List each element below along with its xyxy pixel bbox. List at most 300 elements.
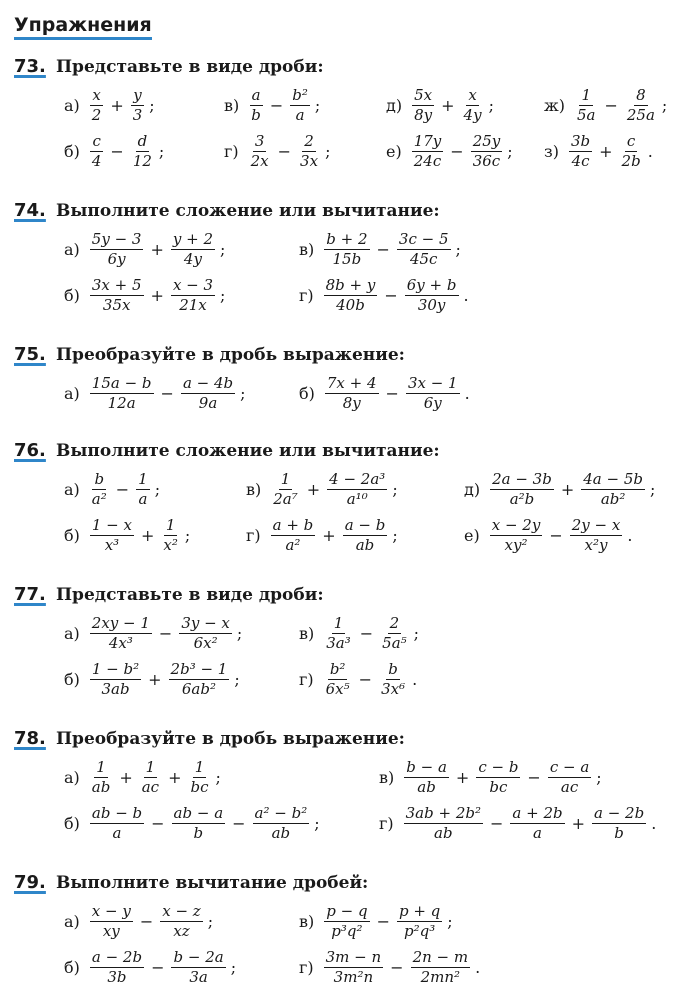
fraction [169, 660, 230, 699]
exercise-item [464, 512, 632, 558]
fraction [90, 948, 144, 987]
exercise-item [379, 800, 656, 846]
fraction [490, 470, 554, 509]
exercise-number: 74. [14, 200, 46, 221]
operator: − [549, 525, 563, 545]
item-label: ж) [544, 95, 565, 115]
punctuation: ; [392, 479, 398, 499]
denominator: x³ [104, 535, 120, 554]
punctuation: ; [413, 623, 420, 643]
exercise-header [14, 584, 694, 610]
exercise-item [64, 800, 320, 846]
denominator: 4y [463, 105, 482, 124]
exercise-item [64, 656, 240, 702]
denominator: bc [190, 777, 209, 796]
exercise-item [64, 272, 225, 318]
exercise-number: 78. [14, 728, 46, 749]
fraction [620, 132, 643, 171]
punctuation: ; [215, 767, 221, 787]
punctuation: . [412, 669, 418, 689]
operator: − [604, 95, 618, 115]
numerator: 3b [570, 131, 591, 150]
denominator: 40b [336, 295, 365, 314]
denominator: ac [141, 777, 160, 796]
numerator: 2 [389, 613, 400, 632]
denominator: 2x [250, 151, 269, 170]
numerator: 1 [581, 85, 591, 104]
operator: + [150, 285, 164, 305]
denominator: a [295, 105, 305, 124]
numerator: p + q [398, 901, 441, 920]
denominator: 3x [300, 151, 319, 170]
numerator: d [137, 131, 148, 150]
fraction [172, 804, 226, 843]
denominator: 3a³ [326, 633, 351, 652]
denominator: 30y [417, 295, 446, 314]
operator: − [160, 383, 174, 403]
denominator: a²b [509, 489, 535, 508]
punctuation: . [651, 813, 657, 833]
fraction [160, 902, 202, 941]
exercise-row [14, 898, 694, 944]
fraction [343, 516, 388, 555]
numerator: x − 3 [172, 275, 214, 294]
numerator: a − 2b [594, 803, 645, 822]
exercise-row [14, 800, 694, 846]
denominator: 3m²n [333, 967, 374, 986]
fraction [90, 374, 154, 413]
fraction [161, 516, 179, 555]
item-label: в) [246, 479, 262, 499]
fraction [324, 660, 352, 699]
fraction [136, 470, 150, 509]
numerator: a + b [272, 515, 314, 534]
exercise-header [14, 440, 694, 466]
exercise-title: Преобразуйте в дробь выражение: [56, 345, 405, 365]
punctuation: ; [220, 285, 226, 305]
exercise-row [14, 82, 694, 128]
punctuation: ; [236, 623, 243, 643]
numerator: 3m − n [325, 947, 382, 966]
exercise-76 [14, 440, 694, 558]
fraction [249, 132, 271, 171]
fraction [324, 614, 353, 653]
operator: − [151, 957, 165, 977]
numerator: 8 [636, 85, 646, 104]
fraction [412, 132, 444, 171]
exercise-item [64, 944, 236, 990]
item-label: б) [64, 957, 80, 977]
punctuation: ; [488, 95, 494, 115]
fraction [90, 86, 104, 125]
denominator: ab² [600, 489, 626, 508]
item-label: г) [299, 957, 314, 977]
numerator: x [92, 85, 101, 104]
denominator: 6x⁵ [325, 679, 350, 698]
denominator: a [112, 823, 122, 842]
denominator: ab [355, 535, 375, 554]
punctuation: ; [455, 239, 461, 259]
numerator: ab − b [91, 803, 143, 822]
punctuation: . [464, 383, 470, 403]
punctuation: ; [661, 95, 668, 115]
numerator: 7x + 4 [326, 373, 377, 392]
operator: − [527, 767, 541, 787]
item-label: а) [64, 479, 80, 499]
exercise-item [224, 82, 320, 128]
exercise-header [14, 56, 694, 82]
exercise-item [224, 128, 330, 174]
exercise-row [14, 754, 694, 800]
denominator: 3a [189, 967, 208, 986]
fraction [548, 758, 591, 797]
numerator: 3ab + 2b² [405, 803, 481, 822]
numerator: y + 2 [172, 229, 213, 248]
numerator: c − b [478, 757, 519, 776]
item-label: б) [64, 141, 80, 161]
denominator: 6y [423, 393, 442, 412]
item-label: г) [246, 525, 261, 545]
denominator: 2a⁷ [273, 489, 298, 508]
item-label: в) [299, 911, 315, 931]
fraction [131, 86, 145, 125]
exercise-item [299, 226, 461, 272]
item-label: г) [379, 813, 394, 833]
fraction [298, 132, 320, 171]
fraction [188, 758, 210, 797]
operator: − [489, 813, 504, 833]
fraction [90, 470, 109, 509]
exercise-item [64, 898, 213, 944]
exercise-title: Представьте в виде дроби: [56, 585, 324, 605]
fraction [575, 86, 598, 125]
punctuation: ; [154, 479, 161, 499]
fraction [510, 804, 564, 843]
exercise-row [14, 466, 694, 512]
denominator: 8y [414, 105, 433, 124]
numerator: 25y [472, 131, 501, 150]
item-label: а) [64, 383, 80, 403]
fraction [411, 948, 471, 987]
fraction [625, 86, 657, 125]
numerator: x − 2y [491, 515, 541, 534]
fraction [570, 516, 623, 555]
numerator: b + 2 [326, 229, 368, 248]
operator: + [441, 95, 455, 115]
exercise-item [379, 754, 602, 800]
operator: + [322, 525, 336, 545]
denominator: 3x⁶ [381, 679, 406, 698]
operator: + [150, 239, 164, 259]
operator: + [148, 669, 162, 689]
numerator: x [468, 85, 477, 104]
exercise-item [64, 128, 164, 174]
item-label: б) [64, 525, 80, 545]
numerator: ab − a [173, 803, 224, 822]
fraction [379, 660, 407, 699]
fraction [406, 374, 460, 413]
fraction [171, 230, 215, 269]
fraction [324, 230, 369, 269]
numerator: a [251, 85, 261, 104]
exercise-77 [14, 584, 694, 702]
operator: + [119, 767, 133, 787]
numerator: b − 2a [173, 947, 224, 966]
punctuation: . [475, 957, 481, 977]
punctuation: ; [596, 767, 602, 787]
exercise-item [299, 370, 470, 416]
fraction [90, 276, 144, 315]
numerator: 2n − m [412, 947, 469, 966]
exercise-row [14, 656, 694, 702]
denominator: b [193, 823, 204, 842]
item-label: д) [386, 95, 403, 115]
denominator: p²q³ [404, 921, 436, 940]
denominator: xz [173, 921, 190, 940]
denominator: bc [489, 777, 508, 796]
exercise-title: Выполните вычитание дробей: [56, 873, 369, 893]
operator: + [306, 479, 321, 499]
exercise-title: Преобразуйте в дробь выражение: [56, 729, 405, 749]
fraction [325, 374, 379, 413]
exercise-item [64, 466, 160, 512]
fraction [490, 516, 543, 555]
denominator: a² [285, 535, 301, 554]
denominator: p³q² [331, 921, 363, 940]
denominator: ab [271, 823, 291, 842]
denominator: 2 [91, 105, 102, 124]
denominator: 6y [107, 249, 126, 268]
denominator: 3 [132, 105, 143, 124]
exercise-item [64, 610, 242, 656]
numerator: a² − b² [254, 803, 308, 822]
denominator: ab [91, 777, 111, 796]
operator: − [450, 141, 464, 161]
fraction [171, 948, 225, 987]
item-label: а) [64, 767, 80, 787]
numerator: c [92, 131, 101, 150]
numerator: b² [329, 659, 346, 678]
exercise-item [246, 512, 398, 558]
item-label: а) [64, 623, 80, 643]
punctuation: . [647, 141, 653, 161]
numerator: 3x − 1 [407, 373, 458, 392]
operator: − [385, 383, 399, 403]
exercise-item [544, 128, 653, 174]
exercise-title: Выполните сложение или вычитание: [56, 201, 440, 221]
operator: + [599, 141, 613, 161]
fraction [249, 86, 263, 125]
fraction [592, 804, 646, 843]
denominator: xy [102, 921, 120, 940]
numerator: 1 [96, 757, 106, 776]
numerator: 1 [138, 469, 148, 488]
item-label: а) [64, 239, 80, 259]
exercise-79 [14, 872, 694, 990]
denominator: a¹⁰ [346, 489, 368, 508]
punctuation: ; [392, 525, 398, 545]
fraction [181, 374, 235, 413]
fraction [404, 758, 449, 797]
item-label: в) [299, 623, 315, 643]
fraction [397, 230, 451, 269]
item-label: д) [464, 479, 481, 499]
item-label: г) [224, 141, 239, 161]
denominator: ab [417, 777, 436, 796]
punctuation: ; [158, 141, 165, 161]
item-label: е) [464, 525, 480, 545]
item-label: б) [64, 813, 80, 833]
exercise-item [464, 466, 655, 512]
denominator: 24c [413, 151, 442, 170]
denominator: ab [434, 823, 453, 842]
numerator: 3 [254, 131, 265, 150]
operator: − [390, 957, 404, 977]
denominator: 5a⁵ [382, 633, 407, 652]
operator: − [110, 141, 124, 161]
fraction [171, 276, 215, 315]
numerator: p − q [326, 901, 368, 920]
operator: − [139, 911, 154, 931]
item-label: е) [386, 141, 402, 161]
numerator: a + 2b [512, 803, 563, 822]
operator: + [140, 525, 155, 545]
denominator: 3b [107, 967, 127, 986]
fraction [324, 276, 378, 315]
denominator: 35x [102, 295, 131, 314]
punctuation: ; [314, 95, 321, 115]
exercise-number: 77. [14, 584, 46, 605]
exercise-row [14, 128, 694, 174]
exercise-header [14, 344, 694, 370]
exercise-74 [14, 200, 694, 318]
exercise-row [14, 226, 694, 272]
denominator: 6ab² [181, 679, 216, 698]
denominator: a [138, 489, 148, 508]
numerator: c [626, 131, 636, 150]
operator: − [269, 95, 284, 115]
fraction [327, 470, 387, 509]
punctuation: ; [650, 479, 656, 499]
numerator: 1 [145, 757, 156, 776]
denominator: 4c [571, 151, 590, 170]
numerator: 17y [413, 131, 442, 150]
denominator: ac [560, 777, 579, 796]
fraction [131, 132, 154, 171]
exercise-item [299, 272, 469, 318]
fraction [462, 86, 484, 125]
punctuation: . [463, 285, 469, 305]
exercise-row [14, 610, 694, 656]
numerator: y [133, 85, 142, 104]
fraction [476, 758, 520, 797]
operator: − [151, 813, 165, 833]
fraction [90, 758, 113, 797]
fraction [324, 902, 369, 941]
numerator: 1 [165, 515, 176, 534]
denominator: 2b [621, 151, 641, 170]
item-label: в) [299, 239, 315, 259]
fraction [290, 86, 310, 125]
denominator: a [533, 823, 542, 842]
item-label: а) [64, 95, 80, 115]
fraction [140, 758, 161, 797]
denominator: x²y [584, 535, 608, 554]
exercise-item [299, 944, 480, 990]
operator: − [232, 813, 246, 833]
operator: + [455, 767, 470, 787]
item-label: б) [299, 383, 315, 403]
numerator: 5x [414, 85, 433, 104]
item-label: б) [64, 285, 80, 305]
exercise-title: Выполните сложение или вычитание: [56, 441, 440, 461]
denominator: 12a [107, 393, 136, 412]
numerator: b² [292, 85, 308, 104]
fraction [412, 86, 434, 125]
numerator: 3y − x [181, 613, 230, 632]
numerator: 3x + 5 [91, 275, 142, 294]
denominator: 45c [409, 249, 438, 268]
fraction [397, 902, 442, 941]
operator: − [158, 623, 173, 643]
exercise-item [246, 466, 398, 512]
exercise-item [64, 754, 221, 800]
numerator: b [388, 659, 398, 678]
exercise-item [64, 370, 246, 416]
numerator: 1 [333, 613, 344, 632]
exercise-row [14, 370, 694, 416]
fraction [179, 614, 232, 653]
numerator: x − y [91, 901, 131, 920]
punctuation: ; [507, 141, 513, 161]
operator: − [277, 141, 292, 161]
denominator: 4 [91, 151, 102, 170]
denominator: 15b [332, 249, 362, 268]
denominator: a² [91, 489, 107, 508]
numerator: 4a − 5b [583, 469, 643, 488]
denominator: 25a [626, 105, 655, 124]
fraction [471, 132, 503, 171]
exercise-number: 79. [14, 872, 46, 893]
fraction [90, 516, 134, 555]
fraction [324, 948, 384, 987]
exercise-header [14, 872, 694, 898]
numerator: 2a − 3b [492, 469, 552, 488]
denominator: 4y [183, 249, 202, 268]
exercise-item [386, 82, 494, 128]
numerator: c − a [549, 757, 590, 776]
denominator: 36c [472, 151, 501, 170]
numerator: 2xy − 1 [91, 613, 150, 632]
exercise-header [14, 200, 694, 226]
denominator: 21x [179, 295, 207, 314]
operator: − [115, 479, 130, 499]
exercise-item [64, 512, 190, 558]
numerator: 1 − x [91, 515, 132, 534]
exercise-row [14, 272, 694, 318]
fraction [90, 230, 144, 269]
denominator: 8y [342, 393, 361, 412]
exercise-item [299, 610, 419, 656]
fraction [253, 804, 310, 843]
punctuation: ; [314, 813, 320, 833]
numerator: 4 − 2a³ [329, 469, 386, 488]
fraction [569, 132, 592, 171]
exercise-row [14, 512, 694, 558]
denominator: b [251, 105, 261, 124]
denominator: 2mn² [420, 967, 461, 986]
fraction [90, 804, 144, 843]
